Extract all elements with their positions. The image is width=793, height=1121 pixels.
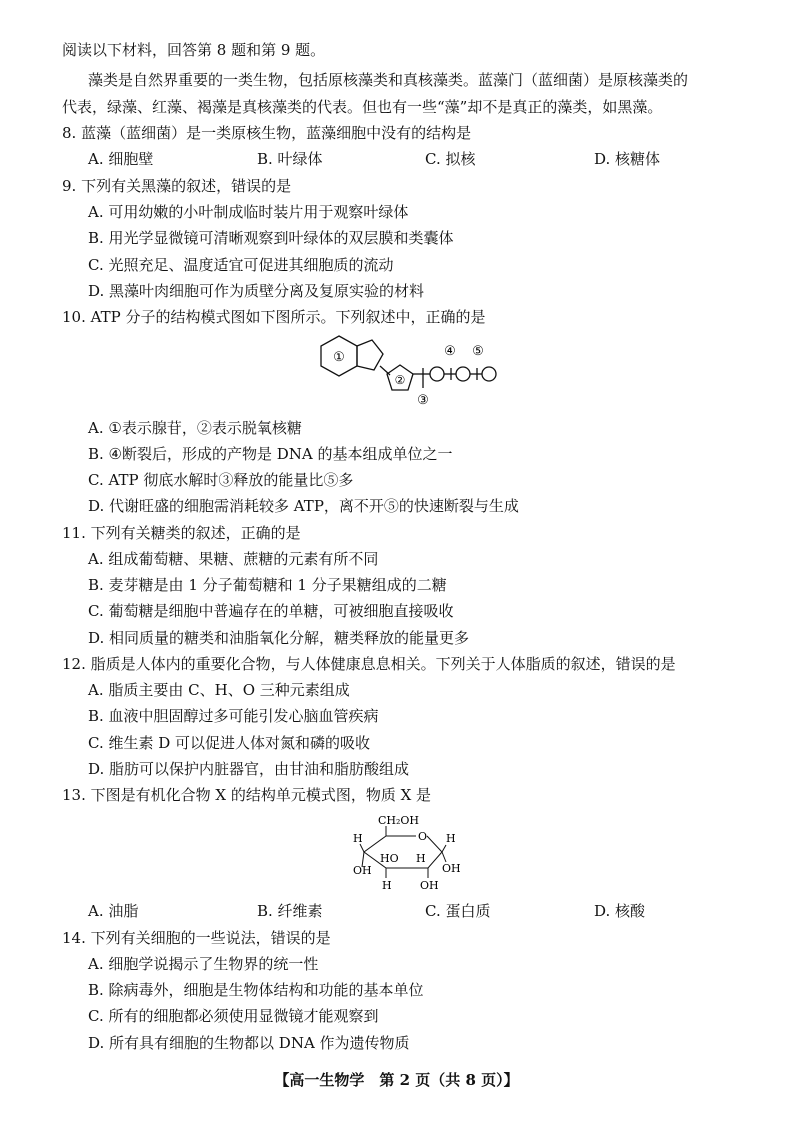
q11-option-c: C. 葡萄糖是细胞中普遍存在的单糖，可被细胞直接吸收 bbox=[88, 602, 454, 620]
glucose-h-left-top: H bbox=[353, 832, 363, 845]
glucose-ring-right bbox=[364, 836, 442, 868]
q13-option-b: B. 纤维素 bbox=[257, 902, 323, 920]
q9-option-d: D. 黑藻叶肉细胞可作为质壁分离及复原实验的材料 bbox=[88, 282, 425, 300]
q10-stem: 10. ATP 分子的结构模式图如下图所示。下列叙述中，正确的是 bbox=[62, 308, 486, 326]
glucose-ring-figure bbox=[350, 812, 468, 892]
atp-label-1: ① bbox=[333, 350, 345, 365]
q14-stem: 14. 下列有关细胞的一些说法，错误的是 bbox=[62, 929, 331, 947]
glucose-h-bottom: H bbox=[382, 879, 392, 892]
glucose-oh-right: OH bbox=[442, 862, 461, 875]
intro-paragraph-line-2: 代表，绿藻、红藻、褐藻是真核藻类的代表。但也有一些“藻”却不是真正的藻类，如黑藻。 bbox=[62, 98, 663, 116]
q8-stem: 8. 蓝藻（蓝细菌）是一类原核生物，蓝藻细胞中没有的结构是 bbox=[62, 124, 472, 142]
glucose-h-center: H bbox=[416, 852, 426, 865]
glucose-h-right: H bbox=[446, 832, 456, 845]
atp-fused-pentagon bbox=[357, 340, 383, 370]
q11-option-d: D. 相同质量的糖类和油脂氧化分解，糖类释放的能量更多 bbox=[88, 629, 470, 647]
q13-option-c: C. 蛋白质 bbox=[425, 902, 491, 920]
intro-lead: 阅读以下材料，回答第 8 题和第 9 题。 bbox=[62, 41, 326, 59]
atp-label-3: ③ bbox=[417, 393, 429, 408]
q9-stem: 9. 下列有关黑藻的叙述，错误的是 bbox=[62, 177, 292, 195]
q13-option-a: A. 油脂 bbox=[88, 902, 139, 920]
q14-option-c: C. 所有的细胞都必须使用显微镜才能观察到 bbox=[88, 1007, 379, 1025]
glucose-bond-right-oh bbox=[442, 852, 446, 862]
q10-option-d: D. 代谢旺盛的细胞需消耗较多 ATP，离不开⑤的快速断裂与生成 bbox=[88, 497, 519, 515]
glucose-oh-bottom: OH bbox=[420, 879, 439, 892]
glucose-bond-left-h bbox=[360, 844, 364, 852]
q9-option-c: C. 光照充足、温度适宜可促进其细胞质的流动 bbox=[88, 256, 394, 274]
atp-label-2: ② bbox=[394, 373, 406, 387]
q12-option-b: B. 血液中胆固醇过多可能引发心脑血管疾病 bbox=[88, 707, 379, 725]
atp-label-4: ④ bbox=[444, 344, 456, 359]
q12-option-c: C. 维生素 D 可以促进人体对氮和磷的吸收 bbox=[88, 734, 371, 752]
q8-option-a: A. 细胞壁 bbox=[88, 150, 154, 168]
q8-option-b: B. 叶绿体 bbox=[257, 150, 323, 168]
q14-option-a: A. 细胞学说揭示了生物界的统一性 bbox=[88, 955, 319, 973]
q8-option-c: C. 拟核 bbox=[425, 150, 476, 168]
q12-stem: 12. 脂质是人体内的重要化合物，与人体健康息息相关。下列关于人体脂质的叙述，错误的是 bbox=[62, 655, 676, 673]
q11-stem: 11. 下列有关糖类的叙述，正确的是 bbox=[62, 524, 301, 542]
q9-option-a: A. 可用幼嫩的小叶制成临时装片用于观察叶绿体 bbox=[88, 203, 409, 221]
glucose-bond-right-h bbox=[442, 845, 446, 852]
q14-option-b: B. 除病毒外，细胞是生物体结构和功能的基本单位 bbox=[88, 981, 424, 999]
q13-option-d: D. 核酸 bbox=[594, 902, 646, 920]
q13-stem: 13. 下图是有机化合物 X 的结构单元模式图，物质 X 是 bbox=[62, 786, 432, 804]
glucose-ho-center: HO bbox=[380, 852, 399, 865]
intro-paragraph-line-1: 藻类是自然界重要的一类生物，包括原核藻类和真核藻类。蓝藻门（蓝细菌）是原核藻类的 bbox=[88, 71, 689, 89]
glucose-label-ch2oh: CH₂OH bbox=[378, 814, 420, 827]
q8-option-d: D. 核糖体 bbox=[594, 150, 661, 168]
q10-option-b: B. ④断裂后，形成的产物是 DNA 的基本组成单位之一 bbox=[88, 445, 453, 463]
atp-structure-figure bbox=[312, 330, 512, 412]
q12-option-a: A. 脂质主要由 C、H、O 三种元素组成 bbox=[88, 681, 350, 699]
atp-phosphate-3 bbox=[482, 367, 496, 381]
q11-option-b: B. 麦芽糖是由 1 分子葡萄糖和 1 分子果糖组成的二糖 bbox=[88, 576, 447, 594]
glucose-oh-left: OH bbox=[353, 864, 372, 877]
page-footer: 【高一生物学 第 2 页（共 8 页）】 bbox=[274, 1071, 519, 1089]
atp-phosphate-2 bbox=[456, 367, 470, 381]
q10-option-c: C. ATP 彻底水解时③释放的能量比⑤多 bbox=[88, 471, 354, 489]
glucose-ring-oxygen: O bbox=[418, 830, 428, 843]
atp-phosphate-1 bbox=[430, 367, 444, 381]
q11-option-a: A. 组成葡萄糖、果糖、蔗糖的元素有所不同 bbox=[88, 550, 379, 568]
atp-label-5: ⑤ bbox=[472, 344, 484, 359]
q9-option-b: B. 用光学显微镜可清晰观察到叶绿体的双层膜和类囊体 bbox=[88, 229, 454, 247]
q12-option-d: D. 脂肪可以保护内脏器官，由甘油和脂肪酸组成 bbox=[88, 760, 410, 778]
q14-option-d: D. 所有具有细胞的生物都以 DNA 作为遗传物质 bbox=[88, 1034, 410, 1052]
q10-option-a: A. ①表示腺苷，②表示脱氧核糖 bbox=[88, 419, 302, 437]
